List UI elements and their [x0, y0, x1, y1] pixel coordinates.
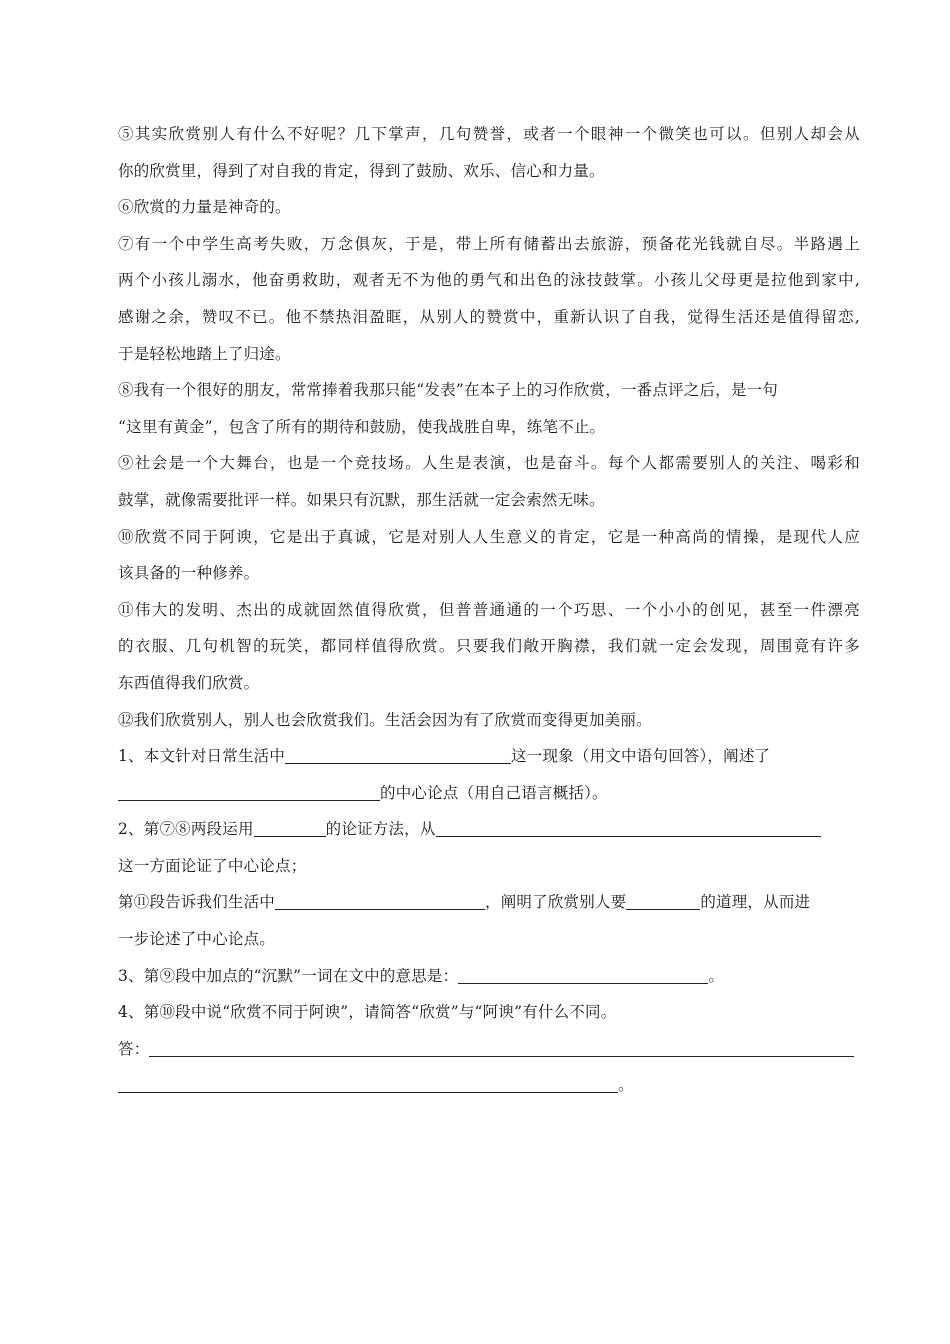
question-text: ，阐明了欣赏别人要: [485, 893, 627, 912]
answer-blank[interactable]: [275, 891, 485, 910]
question-text: 的论证方法，从: [325, 820, 436, 839]
question-4: [118, 994, 860, 1104]
paragraph-line: ⑨社会是一个大舞台，也是一个竞技场。人生是表演，也是奋斗。每个人都需要别人的关注、喝彩和: [118, 454, 860, 473]
question-line: [118, 738, 860, 775]
paragraph-line: 东西值得我们欣赏。: [118, 673, 260, 692]
question-text: 3、第⑨段中加点的“沉默”一词在文中的意思是：: [118, 966, 459, 985]
question-text: 。: [618, 1076, 634, 1095]
question-2: [118, 811, 860, 957]
document-page: [118, 116, 860, 1104]
question-text: 第⑪段告诉我们生活中: [118, 893, 276, 912]
paragraph-line: 你的欣赏里，得到了对自我的肯定，得到了鼓励、欢乐、信心和力量。: [118, 161, 605, 180]
question-line: [118, 1067, 860, 1104]
answer-blank[interactable]: [626, 891, 700, 910]
paragraph-9: [118, 445, 860, 518]
paragraph-line: 该具备的一种修养。: [118, 564, 260, 583]
question-line: 一步论述了中心论点。: [118, 930, 276, 949]
answer-blank[interactable]: [118, 1074, 618, 1093]
paragraph-line: 于是轻松地踏上了归途。: [118, 344, 291, 363]
question-text: 1、本文针对日常生活中: [118, 747, 286, 766]
paragraph-line: ⑦有一个中学生高考失败，万念俱灰，于是，带上所有储蓄出去旅游，预备花光钱就自尽。半路遇上: [118, 234, 860, 253]
answer-blank[interactable]: [458, 965, 708, 984]
question-1: [118, 738, 860, 811]
question-line: [118, 958, 860, 995]
answer-blank[interactable]: [149, 1038, 854, 1057]
question-text: 。: [708, 966, 725, 985]
answer-label: 答：: [118, 1039, 150, 1058]
paragraph-11: [118, 592, 860, 702]
question-line: [118, 1031, 860, 1068]
paragraph-line: ⑤其实欣赏别人有什么不好呢？几下掌声，几句赞誉，或者一个眼神一个微笑也可以。但别人却会从: [118, 125, 860, 143]
paragraph-line: ⑩欣赏不同于阿谀，它是出于真诚，它是对别人人生意义的肯定，它是一种高尚的情操，是现代人应: [118, 527, 860, 546]
answer-blank[interactable]: [436, 818, 821, 837]
paragraph-8: [118, 372, 860, 445]
paragraph-12: [118, 702, 860, 739]
paragraph-line: ⑧我有一个很好的朋友，常常捧着我那只能“发表”在本子上的习作欣赏，一番点评之后，是一句: [118, 381, 778, 400]
paragraph-line: ⑪伟大的发明、杰出的成就固然值得欣赏，但普普通通的一个巧思、一个小小的创见，甚至一件漂亮: [118, 600, 860, 619]
paragraph-6: [118, 189, 860, 226]
paragraph-line: 鼓掌，就像需要批评一样。如果只有沉默，那生活就一定会索然无味。: [118, 490, 605, 509]
question-text: 的道理，从而进: [700, 893, 811, 912]
paragraph-line: ⑫我们欣赏别人，别人也会欣赏我们。生活会因为有了欣赏而变得更加美丽。: [118, 710, 652, 729]
answer-blank[interactable]: [118, 782, 380, 801]
paragraph-line: 的衣服、几句机智的玩笑，都同样值得欣赏。只要我们敞开胸襟，我们就一定会发现，周围竟有许多: [118, 637, 860, 656]
question-line: [118, 811, 860, 848]
paragraph-10: [118, 519, 860, 592]
question-line: 4、第⑩段中说“欣赏不同于阿谀”，请简答“欣赏”与“阿谀”有什么不同。: [118, 1003, 617, 1022]
question-text: 的中心论点（用自己语言概括）。: [380, 783, 608, 802]
paragraph-5: [118, 116, 860, 189]
question-line: [118, 775, 860, 812]
question-text: 这一现象（用文中语句回答），阐述了: [511, 747, 771, 766]
answer-blank[interactable]: [254, 818, 326, 837]
question-line: 这一方面论证了中心论点；: [118, 856, 307, 875]
answer-blank[interactable]: [285, 745, 511, 764]
paragraph-line: 感谢之余，赞叹不已。他不禁热泪盈眶，从别人的赞赏中，重新认识了自我，觉得生活还是值得留恋,: [118, 307, 860, 326]
question-line: [118, 884, 860, 921]
question-3: [118, 958, 860, 995]
paragraph-7: [118, 226, 860, 372]
paragraph-line: 两个小孩儿溺水，他奋勇救助，观者无不为他的勇气和出色的泳技鼓掌。小孩儿父母更是拉他到家中,: [118, 271, 860, 290]
paragraph-line: ⑥欣赏的力量是神奇的。: [118, 198, 291, 217]
question-text: 2、第⑦⑧两段运用: [118, 820, 254, 839]
paragraph-line: “这里有黄金”，包含了所有的期待和鼓励，使我战胜自卑，练笔不止。: [118, 417, 606, 436]
